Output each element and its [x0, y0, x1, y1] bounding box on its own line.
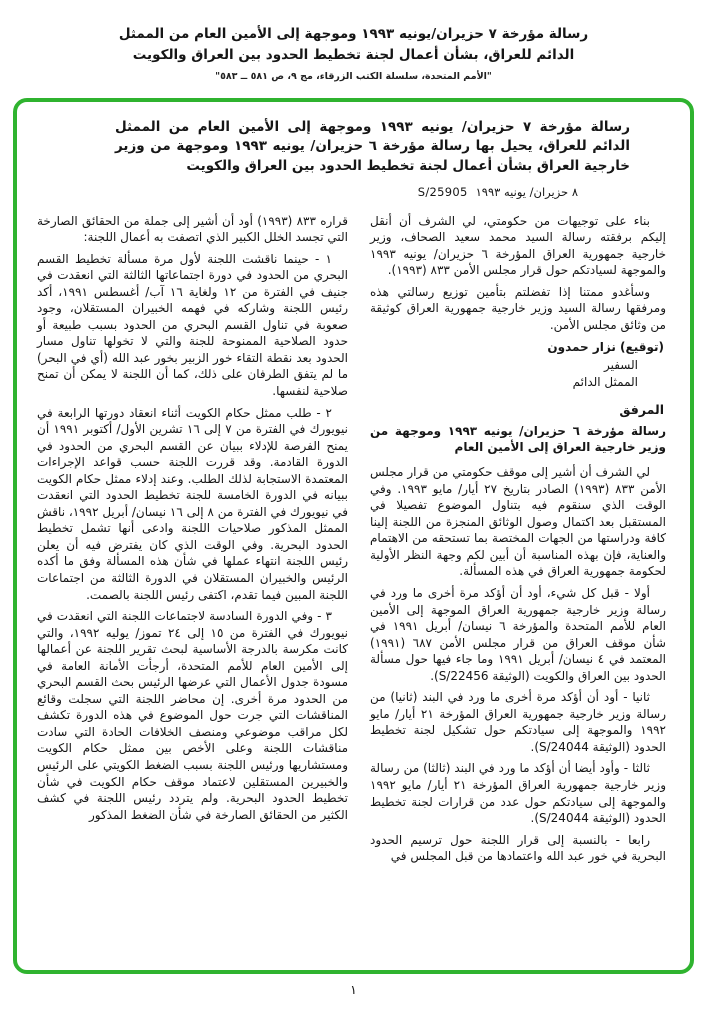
annex-numbered-paragraph-3: ٣ - وفي الدورة السادسة لاجتماعات اللجنة التي انعقدت في نيويورك في الفترة من ١٥ إلى ٢٤ تموز/ يوليه ١٩٩٢، والتي كانت مكرسة بالدرجة الأساسية لبحث تقرير اللجنة عن أعمالها إلى الأمين العام للأمم المتحدة، أرجأت الأمانة العامة في مسودة جدول الأعمال التي عرضها الرئيس بحث القسم البحري من الحدود مرة أخرى. إن محاضر اللجنة التي سجلت وقائع المناقشات التي جرت حول الموضوع في هذه الدورة تكشف لكل مراقب موضوعي ومنصف الخلافات الحادة التي سادت مناقشات اللجنة وعلى الأخص بين ممثل حكام الكويت ومستشاريها ورئيس اللجنة بسبب الضغط الكويتي على الرئيس والخبيرين المستقلين لاعتماد موقف حكام الكويت في شأن تخطيط الحدود البحرية. ولم يتردد رئيس اللجنة في كشف الكثير من الحقائق الصارخة في شأن الضغط المذكور [37, 609, 348, 822]
signature-name: (توقيع) نزار حمدون [547, 340, 664, 355]
header-title-line2: الدائم للعراق، بشأن أعمال لجنة تخطيط الحدود بين العراق والكويت [132, 46, 575, 63]
annex-paragraph-first: أولا - قبل كل شيء، أود أن أؤكد مرة أخرى ما ورد في رسالة وزير خارجية جمهورية العراق الموجهة إلى الأمين العام للأمم المتحدة والمؤرخة ٦ نيسان/ أبريل ١٩٩١ في شأن موقف العراق من قرار مجلس الأمن ٦٨٧ (١٩٩١) المعتمد في ٤ نيسان/ أبريل ١٩٩١ وما جاء فيها حول مسألة الحدود بين العراق والكويت (الوثيقة S/22456). [370, 585, 666, 683]
annex-paragraph-second: ثانيا - أود أن أؤكد مرة أخرى ما ورد في البند (ثانيا) من رسالة وزير خارجية جمهورية العراق المؤرخة ٢١ أيار/ مايو ١٩٩٢ والموجهة إلى سيادتكم حول تشكيل لجنة تخطيط الحدود (الوثيقة S/24044). [370, 690, 666, 754]
reference-line [418, 185, 578, 199]
source-note: "الأمم المتحدة، سلسلة الكتب الزرقاء، مج ٩، ص ٥٨١ ــ ٥٨٣" [215, 70, 492, 82]
annex-paragraph-continuation: قراره ٨٣٣ (١٩٩٣) أود أن أشير إلى جملة من الحقائق الصارخة التي تجسد الخلل الكبير الذي اتصفت به أعمال اللجنة: [37, 213, 348, 245]
letter-heading: رسالة مؤرخة ٧ حزيران/ يونيه ١٩٩٣ وموجهة إلى الأمين العام من الممثل الدائم للعراق، يحيل بها رسالة مؤرخة ٦ حزيران/ يونيه ١٩٩٣ وموجهة من وزير خارجية العراق بشأن أعمال لجنة تخطيط الحدود بين العراق والكويت [115, 118, 631, 174]
annex-label: المرفق [619, 401, 664, 417]
annex-paragraph: لي الشرف أن أشير إلى موقف حكومتي من قرار مجلس الأمن ٨٣٣ (١٩٩٣) الصادر بتاريخ ٢٧ أيار/ مايو ١٩٩٣. وفي الوقت الذي سنقوم فيه بتناول الموضوع تفصيلا في المستقبل بعد اكتمال وصول الوثائق المنجزة من اللجنة إلينا كافة ودراستها من الجهات المختصة بما تستحقه من الاهتمام والعناية، فإن بهذه المناسبة أن أبين لكم وجهة النظر الأولية لحكومة جمهورية العراق في هذه المسألة. [370, 465, 666, 579]
page-number: ١ [350, 981, 357, 997]
document-symbol: S/25905 [417, 184, 468, 199]
annex-heading: رسالة مؤرخة ٦ حزيران/ يونيه ١٩٩٣ وموجهة من وزير خارجية العراق إلى الأمين العام [370, 423, 667, 455]
document-header [0, 0, 707, 82]
annex-numbered-paragraph-2: ٢ - طلب ممثل حكام الكويت أثناء انعقاد دورتها الرابعة في نيويورك في الفترة من ٧ إلى ١٦ تشرين الأول/ أكتوبر ١٩٩١ أن يمنح الفرصة للإدلاء ببيان عن القسم البحري من الحدود في الدورة القادمة. وقد قررت اللجنة حسب قواعد الإجراءات المعتمدة الاستجابة لذلك الطلب. وعند إدلاء ممثل حكام الكويت ببيانه في الدورة الخامسة للجنة تخطيط الحدود التي انعقدت في نيويورك في الفترة من ٨ إلى ١٦ نيسان/ أبريل ١٩٩٢، ناقش الممثل المذكور صلاحيات اللجنة وادعى أنها تشمل تخطيط الحدود البحرية. وفي الوقت الذي كان يفترض فيه أن يعلن رئيس اللجنة انتهاء عملها في شأن هذه المسألة وفق ما أكده الرئيس والخبيران المستقلان في الدورة الثالثة من اجتماعات اللجنة المبين فيما تقدم، اكتفى رئيس اللجنة بالصمت. [37, 405, 349, 602]
left-column [37, 213, 348, 870]
transmittal-paragraph: بناء على توجيهات من حكومتي، لي الشرف أن أنقل إليكم برفقته رسالة السيد محمد سعيد الصحاف، وزير خارجية جمهورية العراق المؤرخة ٦ حزيران/ يونيه ١٩٩٣ والموجهة لسيادتكم حول قرار مجلس الأمن ٨٣٣ (١٩٩٣). [370, 213, 666, 278]
signature-block [370, 339, 664, 391]
annex-paragraph-third: ثالثا - وأود أيضا أن أؤكد ما ورد في البند (ثالثا) من رسالة وزير خارجية جمهورية العراق المؤرخة ٢١ أيار/ مايو ١٩٩٢ والموجهة إلى سيادتكم حول عدد من قرارات لجنة تخطيط الحدود (الوثيقة S/24044). [370, 761, 667, 826]
right-column [370, 213, 666, 870]
transmittal-paragraph: وسأغدو ممتنا إذا تفضلتم بتأمين توزيع رسالتي هذه ومرفقها رسالة السيد وزير خارجية جمهورية العراق كوثيقة من وثائق مجلس الأمن. [370, 284, 666, 332]
document-date: ٨ حزيران/ يونيه ١٩٩٣ [475, 184, 578, 199]
document-frame [13, 98, 694, 974]
header-title-line1: رسالة مؤرخة ٧ حزيران/يونيه ١٩٩٣ وموجهة إلى الأمين العام من الممثل [118, 26, 589, 42]
signature-title: السفير [603, 357, 638, 372]
signature-role: الممثل الدائم [572, 375, 638, 390]
annex-numbered-paragraph-1: ١ - حينما ناقشت اللجنة لأول مرة مسألة تخطيط القسم البحري من الحدود في دورة اجتماعاتها الثالثة التي انعقدت في جنيف في الفترة من ١٢ ولغاية ١٦ آب/ أغسطس ١٩٩١، أكد رئيس اللجنة وشاركه في فهمه الخبيران المستقلان، وجود صعوبة في تناول القسم البحري من الحدود بسبب طبيعة أو حدود الصلاحية الممنوحة للجنة والتي لا تخولها تناول مسار الحدود بعد نقطة التقاء خور الزبير بخور عبد الله (أي في البحر) ما لم يتفق الطرفان على ذلك، كما أن اللجنة لا يمكن أن تمنح صلاحية لنفسها. [37, 251, 349, 398]
annex-paragraph-fourth: رابعا - بالنسبة إلى قرار اللجنة حول ترسيم الحدود البحرية في خور عبد الله واعتمادها من قبل المجلس في [370, 832, 666, 864]
letter-body-columns [37, 213, 666, 870]
